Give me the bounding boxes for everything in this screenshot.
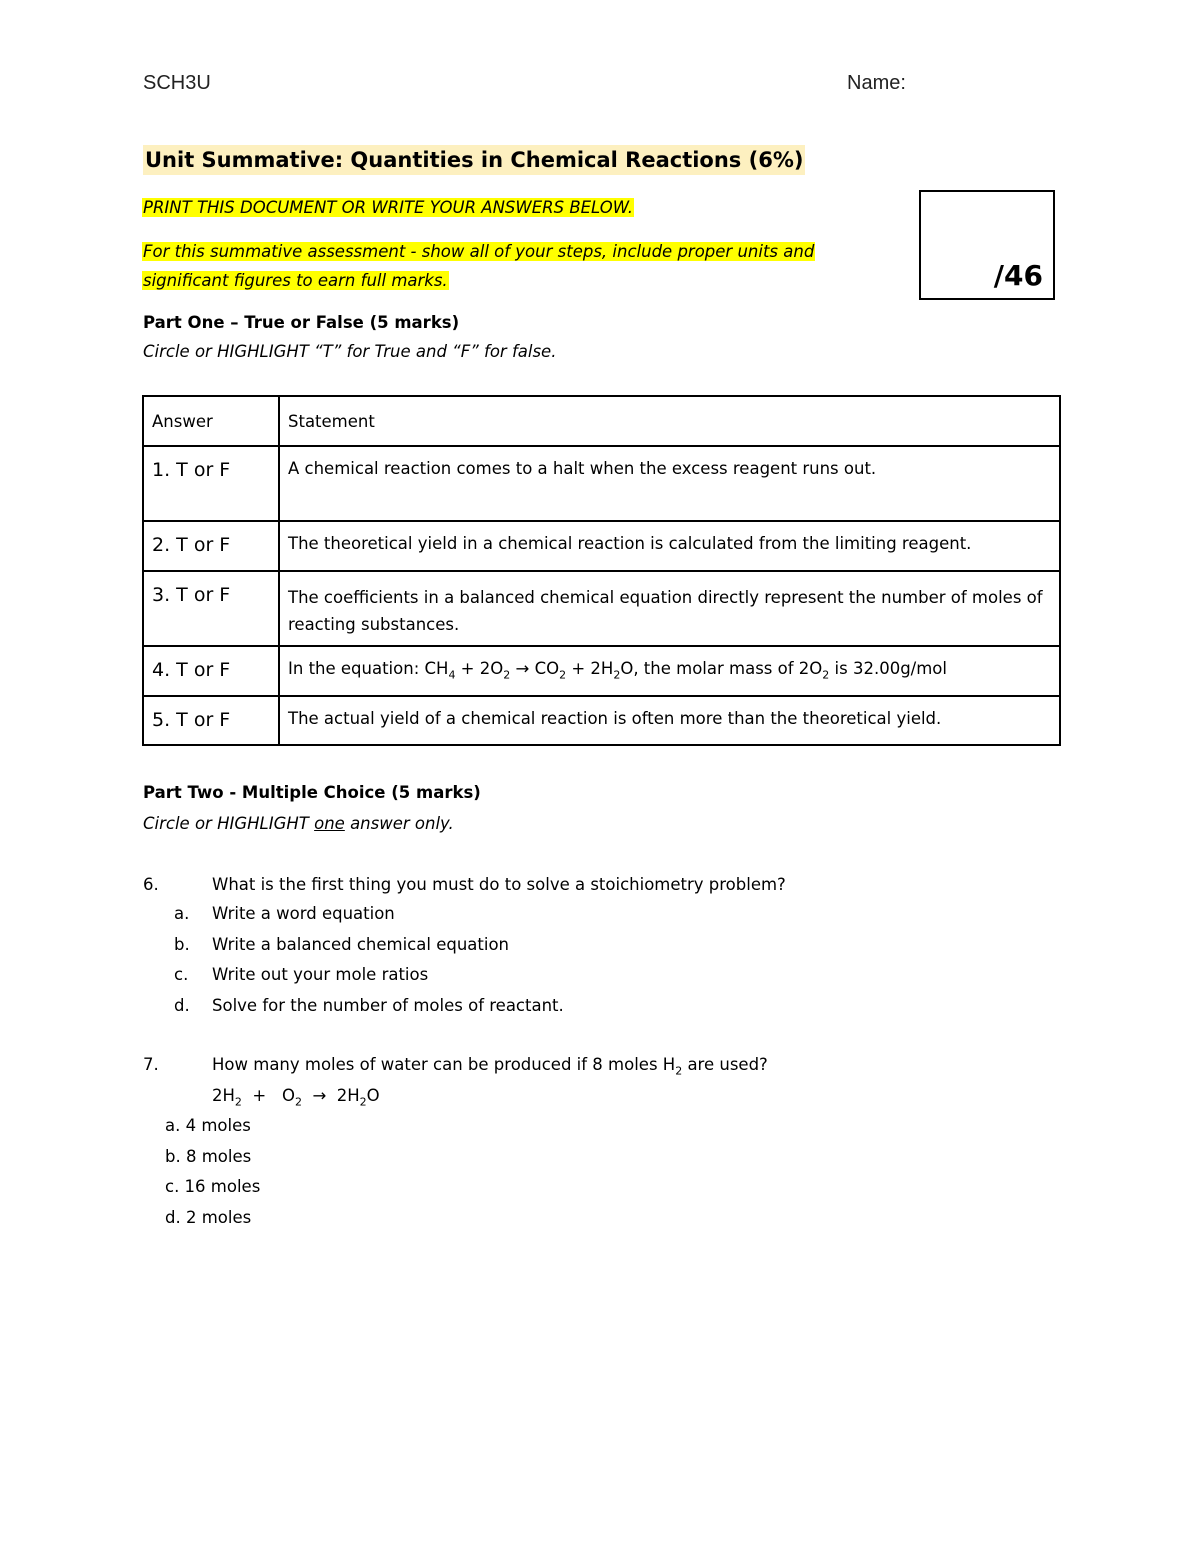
q6-option-c-text: Write out your mole ratios: [212, 965, 429, 984]
table-row: [143, 646, 1060, 696]
q6-option-c-letter: c.: [174, 965, 189, 984]
answer-cell-1[interactable]: 1. T or F: [143, 446, 279, 521]
q6-option-a-text: Write a word equation: [212, 904, 395, 923]
part-one-title: Part One – True or False (5 marks): [143, 313, 460, 332]
table-header-row: [143, 396, 1060, 446]
q6-option-d-text: Solve for the number of moles of reactant.: [212, 996, 564, 1015]
q6-option-d-letter: d.: [174, 996, 190, 1015]
question-6-number: 6.: [143, 875, 159, 894]
q6-option-a-letter: a.: [174, 904, 190, 923]
score-box: [919, 190, 1055, 300]
statement-4-suffix: , the molar mass of 2O: [633, 659, 823, 678]
part-two-subtitle-a: Circle or HIGHLIGHT: [143, 814, 315, 833]
answer-cell-4[interactable]: 4. T or F: [143, 646, 279, 696]
table-row: [143, 571, 1060, 646]
answer-cell-2[interactable]: 2. T or F: [143, 521, 279, 571]
statement-4-end: is 32.00g/mol: [829, 659, 947, 678]
table-row: [143, 521, 1060, 571]
part-two-subtitle-b: answer only.: [344, 814, 454, 833]
name-label: Name:: [847, 72, 906, 94]
table-row: [143, 696, 1060, 745]
part-two-title: Part Two - Multiple Choice (5 marks): [143, 783, 481, 802]
question-7-text-b: are used?: [682, 1055, 768, 1074]
statement-cell-5: The actual yield of a chemical reaction is often more than the theoretical yield.: [279, 696, 1060, 745]
q7-option-d[interactable]: d. 2 moles: [165, 1208, 252, 1227]
page-title: Unit Summative: Quantities in Chemical Reactions (6%): [143, 145, 805, 175]
q7-option-b[interactable]: b. 8 moles: [165, 1147, 252, 1166]
question-7-number: 7.: [143, 1055, 159, 1074]
question-6-text: What is the first thing you must do to solve a stoichiometry problem?: [212, 875, 786, 894]
answer-cell-5[interactable]: 5. T or F: [143, 696, 279, 745]
part-two-subtitle: [143, 814, 454, 833]
part-two-subtitle-underline: one: [314, 814, 345, 833]
steps-instruction-text-1: For this summative assessment - show all of your steps, include proper units and: [143, 242, 815, 261]
steps-instruction-line2: [142, 270, 449, 292]
question-7-text: How many moles of water can be produced if 8 moles $H_2$ are used?: [212, 1055, 768, 1078]
q7-option-c[interactable]: c. 16 moles: [165, 1177, 261, 1196]
answer-cell-3[interactable]: 3. T or F: [143, 571, 279, 646]
course-code: SCH3U: [143, 72, 211, 94]
print-instruction: [142, 197, 634, 219]
q7-option-a[interactable]: a. 4 moles: [165, 1116, 251, 1135]
print-instruction-text: PRINT THIS DOCUMENT OR WRITE YOUR ANSWERS BELOW.: [143, 198, 633, 217]
steps-instruction-line1: [142, 241, 815, 263]
question-7-equation: $2H_2 + O_2 \to 2H_2O$: [212, 1086, 380, 1109]
part-one-subtitle: Circle or HIGHLIGHT “T” for True and “F” for false.: [143, 342, 557, 361]
score-total: /46: [993, 259, 1043, 292]
statement-cell-2: The theoretical yield in a chemical reaction is calculated from the limiting reagent.: [279, 521, 1060, 571]
col-statement-header: Statement: [279, 396, 1060, 446]
steps-instruction-text-2: significant figures to earn full marks.: [143, 271, 448, 290]
true-false-table: [142, 395, 1061, 746]
statement-cell-3: The coefficients in a balanced chemical equation directly represent the number of moles of reacting substances.: [279, 571, 1060, 646]
table-row: [143, 446, 1060, 521]
question-7-text-a: How many moles of water can be produced if 8 moles H: [212, 1055, 676, 1074]
col-answer-header: Answer: [143, 396, 279, 446]
q6-option-b-letter: b.: [174, 935, 190, 954]
q6-option-b-text: Write a balanced chemical equation: [212, 935, 509, 954]
statement-4-prefix: In the equation:: [288, 659, 425, 678]
statement-cell-4: In the equation: $CH_4 + 2O_2 \to CO_2 + 2H_2O$, the molar mass of $2O_2$ is 32.00g/mol: [279, 646, 1060, 696]
statement-cell-1: A chemical reaction comes to a halt when the excess reagent runs out.: [279, 446, 1060, 521]
